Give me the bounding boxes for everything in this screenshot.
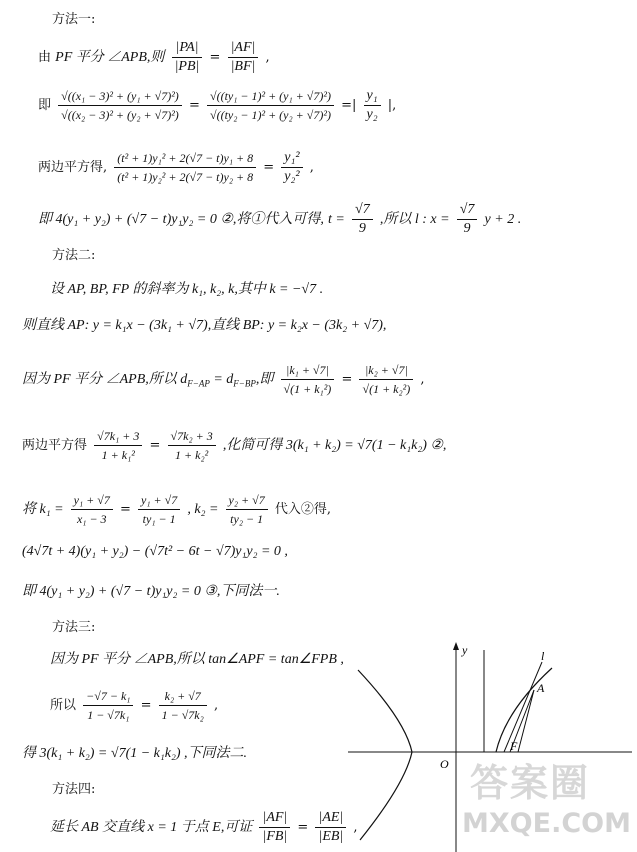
denominator: 1 − √7k₂ <box>161 708 204 722</box>
method1-line2: 即 $\frac{\text{√((x₁ − 3)² + (y₁ + √7)²)}}{\text{√((x₂ − 3)² + (y₂ + √7)²)}}$ = $\frac{\text{√((ty₁ − 1)² + (y₁ + √7)²)}}{\text{√((ty₂ − 1)² + (y₂ + √7)²)}}$ =| $\frac{\text{y₁}}{\text{y₂}}$ |, <box>38 88 397 122</box>
fraction <box>172 40 203 75</box>
method2-line1: 设 AP, BP, FP 的斜率为 k₁, k₂, k,其中 k = −√7 . <box>50 282 324 297</box>
fraction <box>71 492 113 527</box>
subscript: F−BP <box>233 378 256 389</box>
numerator: |k₁ + √7| <box>281 362 335 380</box>
denominator: (t² + 1)y₂² + 2(√7 − t)y₂ + 8 <box>117 170 254 184</box>
denominator: 1 − √7k₁ <box>87 708 130 722</box>
fraction <box>207 88 334 123</box>
numerator: |k₂ + √7| <box>359 362 413 380</box>
method2-heading: 方法二: <box>52 248 96 263</box>
numerator: √7k₁ + 3 <box>94 428 142 446</box>
method3-line1: 因为 PF 平分 ∠APB,所以 tan∠APF = tan∠FPB , <box>50 652 344 667</box>
denominator: 1 + k₂² <box>175 448 209 462</box>
text: , k₂ = <box>187 502 219 517</box>
fraction <box>159 688 207 723</box>
denominator: √(1 + k₂²) <box>362 382 411 396</box>
text: , <box>213 698 219 713</box>
label-y: y <box>462 643 468 657</box>
text: 即 4(y₁ + y₂) + (√7 − t)y₁y₂ = 0 ②,将①代入可得, <box>38 212 324 227</box>
denominator: √((ty₂ − 1)² + (y₂ + √7)²) <box>209 108 331 122</box>
numerator: y₁ + √7 <box>138 492 180 510</box>
text: , <box>265 50 270 65</box>
text: 延长 AB 交直线 x = 1 于点 E,可证 <box>50 820 253 835</box>
numerator: y₁ + √7 <box>71 492 113 510</box>
method3-line2: 所以 $\frac{\text{−√7 − k₁}}{\text{1 − √7k₁}}$ = $\frac{\text{k₂ + √7}}{\text{1 − √7k₂}}$ , <box>50 689 219 722</box>
numerator: (t² + 1)y₁² + 2(√7 − t)y₁ + 8 <box>114 150 256 168</box>
numerator: √((ty₁ − 1)² + (y₁ + √7)²) <box>207 88 334 106</box>
watermark-logo: 答案圈 <box>470 761 591 805</box>
method3-line3: 得 3(k₁ + k₂) = √7(1 − k₁k₂) ,下同法二. <box>22 746 247 761</box>
fraction <box>457 202 478 237</box>
fraction <box>228 40 259 75</box>
method4-line1: 延长 AB 交直线 x = 1 于点 E,可证 $\frac{|AF|}{|FB|}$ = $\frac{|AE|}{|EB|}$ , <box>50 810 358 844</box>
method3-heading: 方法三: <box>52 620 96 635</box>
text: t = <box>328 212 345 227</box>
text: , <box>309 160 314 175</box>
denominator: ty₂ − 1 <box>230 512 264 526</box>
left-branch <box>358 670 412 840</box>
denominator: √((x₂ − 3)² + (y₂ + √7)²) <box>61 108 179 122</box>
fraction <box>138 492 180 527</box>
label-l: l <box>541 649 545 663</box>
numerator: y₁ <box>364 88 381 106</box>
numerator: √7 <box>352 202 373 220</box>
text: ,化简可得 3(k₁ + k₂) = √7(1 − k₁k₂) ②, <box>222 438 447 453</box>
method2-line2: 则直线 AP: y = k₁x − (3k₁ + √7),直线 BP: y = k₂x − (3k₂ + √7), <box>22 318 387 333</box>
text: |, <box>387 98 397 113</box>
fraction <box>226 492 268 527</box>
method1-line1 <box>38 40 270 75</box>
text: 代入②得, <box>274 502 332 517</box>
numerator: k₂ + √7 <box>159 688 207 706</box>
numerator: √((x₁ − 3)² + (y₁ + √7)²) <box>58 88 182 106</box>
denominator: 9 <box>463 221 471 236</box>
text: 将 k₁ = <box>22 502 64 517</box>
text: , <box>353 820 358 835</box>
fraction <box>168 428 216 463</box>
text: 两边平方得 <box>22 438 88 453</box>
text: ,所以 l : x = <box>379 212 450 227</box>
numerator: |AF| <box>228 40 259 58</box>
denominator: 9 <box>358 221 366 236</box>
method2-line7: 即 4(y₁ + y₂) + (√7 − t)y₁y₂ = 0 ③,下同法一. <box>22 584 280 599</box>
text: 即 <box>38 98 52 113</box>
watermark-url: MXQE.COM <box>462 808 631 839</box>
numerator: |AE| <box>315 810 346 828</box>
text: 两边平方得, <box>38 160 108 175</box>
text: y + 2 . <box>484 212 522 227</box>
denominator: ty₁ − 1 <box>142 512 176 526</box>
label-F: F <box>510 739 518 753</box>
fraction <box>94 428 142 463</box>
fraction <box>114 150 256 185</box>
denominator: 1 + k₁² <box>101 448 135 462</box>
method1-line3: 两边平方得, $\frac{\text{(t² + 1)y₁² + 2(√7 − t)y₁ + 8}}{\text{(t² + 1)y₂² + 2(√7 − t)y₂ + 8}}$ = $\frac{\text{y₁²}}{\text{y₂²}}$ , <box>38 150 314 184</box>
fraction <box>83 688 133 723</box>
subscript: F−AP <box>187 378 210 389</box>
text: 因为 PF 平分 ∠APB,所以 d <box>22 372 188 387</box>
fraction <box>364 88 381 123</box>
text: 由 <box>38 50 52 65</box>
method1-heading: 方法一: <box>52 12 96 27</box>
fraction <box>352 202 373 237</box>
denominator: |FB| <box>262 829 288 844</box>
denominator: |BF| <box>230 59 256 74</box>
denominator: y₂ <box>366 107 378 122</box>
fraction <box>281 362 335 397</box>
denominator: |PB| <box>174 59 200 74</box>
numerator: y₂ + √7 <box>226 492 268 510</box>
text: = <box>209 50 221 65</box>
numerator: √7k₂ + 3 <box>168 428 216 446</box>
fraction <box>58 88 182 123</box>
denominator: y₂² <box>284 169 300 184</box>
method4-heading: 方法四: <box>52 782 96 797</box>
method2-line6: (4√7t + 4)(y₁ + y₂) − (√7t² − 6t − √7)y₁y₂ = 0 , <box>22 544 288 559</box>
text: = d <box>209 372 234 387</box>
y-axis-arrow <box>453 642 459 650</box>
method1-line4 <box>38 202 521 237</box>
label-O: O <box>440 757 449 771</box>
denominator: x₁ − 3 <box>76 512 107 526</box>
text: PF 平分 ∠APB,则 <box>55 50 165 65</box>
denominator: √(1 + k₁²) <box>283 382 332 396</box>
label-A: A <box>537 681 545 695</box>
method2-line3: 因为 PF 平分 ∠APB,所以 $d_{F-AP} = d_{F-BP}$,即 $\frac{\text{|k₁ + √7|}}{\text{√(1 + k₁²)}}$ = $\frac{\text{|k₂ + √7|}}{\text{√(1 + k₂²)}}$ , <box>22 363 425 396</box>
text: 所以 <box>50 698 77 713</box>
fraction <box>359 362 413 397</box>
numerator: |PA| <box>172 40 203 58</box>
fraction <box>281 150 302 185</box>
numerator: √7 <box>457 202 478 220</box>
numerator: −√7 − k₁ <box>83 688 133 706</box>
text: , <box>420 372 425 387</box>
fraction <box>259 810 290 845</box>
method2-line5: 将 k₁ = $\frac{\text{y₁ + √7}}{\text{x₁ − 3}}$ = $\frac{\text{y₁ + √7}}{\text{ty₁ − 1}}$ , k₂ = $\frac{\text{y₂ + √7}}{\text{ty₂ − 1}}$ 代入②得, <box>22 493 332 526</box>
denominator: |EB| <box>318 829 344 844</box>
numerator: y₁² <box>281 150 302 168</box>
method2-line4: 两边平方得 $\frac{\text{√7k₁ + 3}}{\text{1 + k₁²}}$ = $\frac{\text{√7k₂ + 3}}{\text{1 + k₂²}}$ ,化简可得 3(k₁ + k₂) = √7(1 − k₁k₂) ②, <box>22 429 447 462</box>
text: ,即 <box>255 372 274 387</box>
numerator: |AF| <box>259 810 290 828</box>
